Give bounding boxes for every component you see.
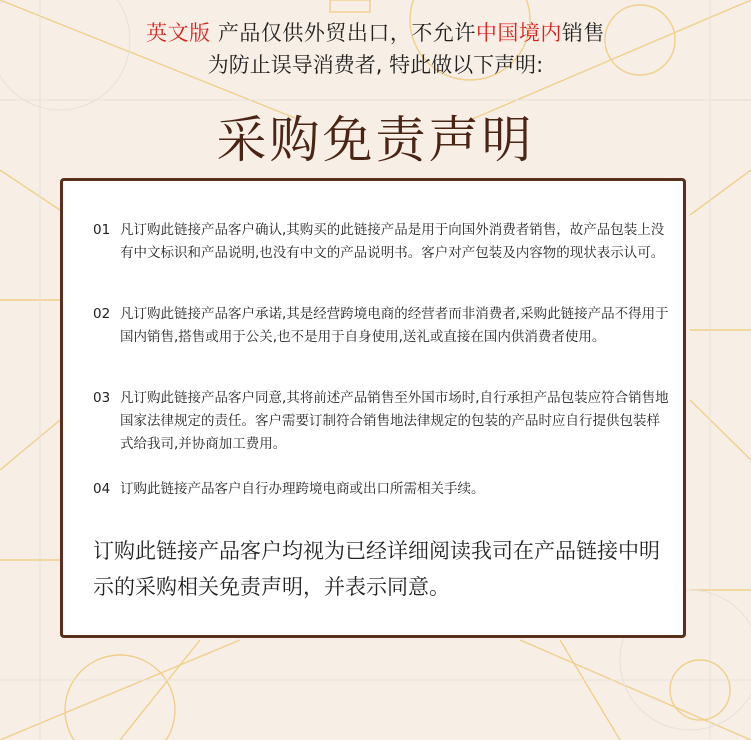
clause-number: 03 <box>93 390 111 406</box>
clause-item <box>93 478 673 501</box>
sales-text: 销售 <box>561 21 605 45</box>
clause-number: 01 <box>93 222 111 238</box>
disclaimer-panel <box>60 178 686 638</box>
clause-item <box>93 387 673 456</box>
clause-text: 订购此链接产品客户自行办理跨境电商或出口所需相关手续。 <box>120 481 485 497</box>
domestic-region-label: 中国境内 <box>475 21 562 45</box>
clause-text: 凡订购此链接产品客户确认,其购买的此链接产品是用于向国外消费者销售，故产品包装上没有中文标识和产品说明,也没有中文的产品说明书。客户对产包装及内容物的现状表示认可。 <box>120 222 665 261</box>
page-title: 采购免责声明 <box>216 111 535 169</box>
english-version-label: 英文版 <box>146 21 211 45</box>
closing-statement: 订购此链接产品客户均视为已经详细阅读我司在产品链接中明示的采购相关免责声明，并表示同意。 <box>93 539 660 599</box>
export-notice-header <box>0 18 751 80</box>
declaration-intro: 为防止误导消费者, 特此做以下声明: <box>207 53 544 77</box>
export-only-notice <box>0 18 751 48</box>
clause-text: 凡订购此链接产品客户同意,其将前述产品销售至外国市场时,自行承担产品包装应符合销售地国家法律规定的责任。客户需要订制符合销售地法律规定的包装的产品时应自行提供包装样式给我司,并协商加工费用。 <box>120 390 669 452</box>
export-notice-text: 产品仅供外贸出口，不允许 <box>210 21 476 45</box>
clause-number: 02 <box>93 306 111 322</box>
clause-item <box>93 219 673 265</box>
clause-item <box>93 303 673 349</box>
clause-number: 04 <box>93 481 111 497</box>
clause-text: 凡订购此链接产品客户承诺,其是经营跨境电商的经营者而非消费者,采购此链接产品不得用于国内销售,搭售或用于公关,也不是用于自身使用,送礼或直接在国内供消费者使用。 <box>120 306 669 345</box>
